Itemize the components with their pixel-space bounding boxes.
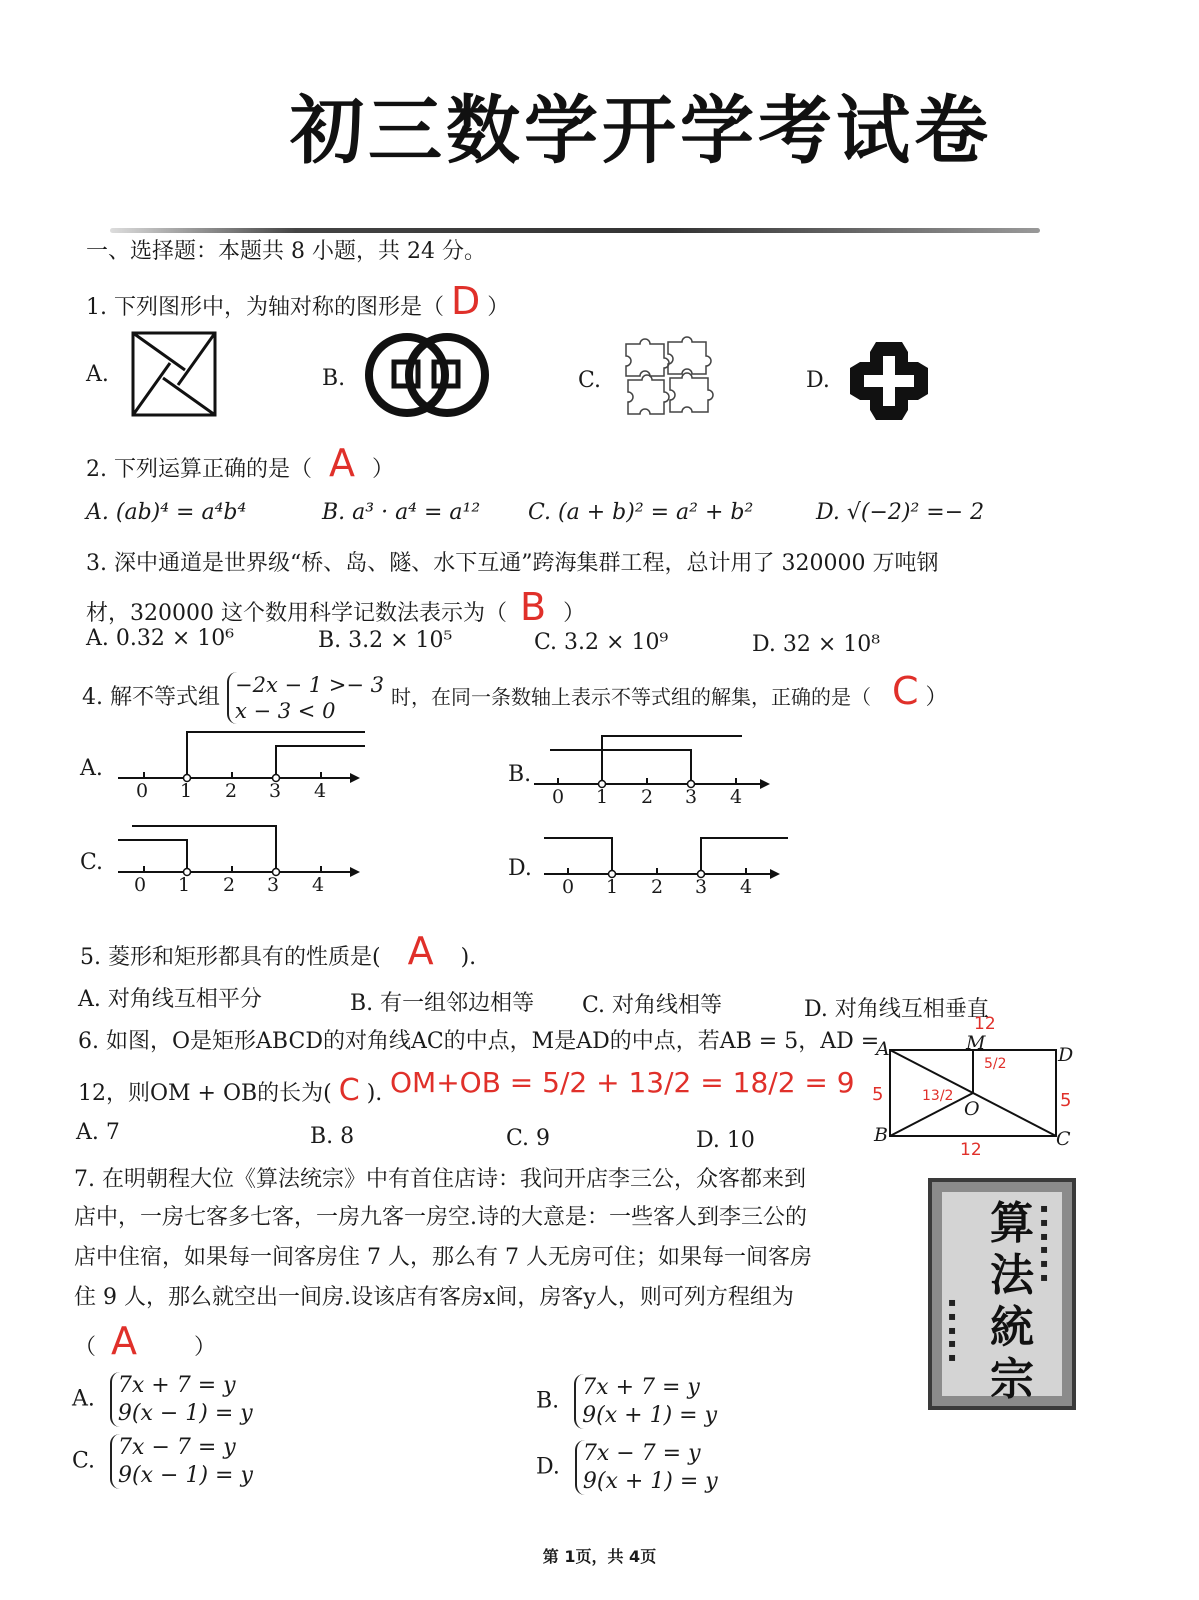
q2-option-c: C. (a + b)² = a² + b² (528, 500, 754, 525)
annotation-12-top: 12 (974, 1014, 996, 1034)
tick-label: 2 (641, 786, 654, 808)
q2-option-d: D. √(−2)² =− 2 (816, 500, 985, 525)
question-6-line-1: 6. 如图，O是矩形ABCD的对角线AC的中点，M是AD的中点，若AB = 5，AD = (78, 1029, 880, 1054)
book-cover-title: 算法統宗 (990, 1198, 1034, 1405)
vertex-a-label: A (876, 1038, 890, 1060)
title-rule (110, 228, 1040, 233)
question-7-paren-close: ） (194, 1335, 217, 1360)
q5-option-b: B. 有一组邻边相等 (350, 991, 535, 1016)
equation: 7x + 7 = y (582, 1375, 700, 1400)
annotation-5-left: 5 (872, 1084, 884, 1105)
q4-label-c: C. (80, 850, 104, 875)
number-line-b (530, 730, 780, 810)
q7-option-c-system (110, 1434, 253, 1489)
tick-label: 2 (225, 780, 238, 802)
vertex-c-label: C (1056, 1128, 1071, 1150)
q5-option-c: C. 对角线相等 (582, 993, 723, 1018)
q5-option-d: D. 对角线互相垂直 (804, 997, 989, 1022)
tick-label: 0 (134, 874, 147, 896)
tick-label: 0 (552, 786, 565, 808)
question-4-stem-end: ） (925, 685, 948, 710)
q7-option-b-system (574, 1374, 717, 1429)
q3-option-a: A. 0.32 × 10⁶ (86, 626, 235, 651)
puzzle-pieces-figure (620, 336, 714, 420)
q7-option-a-system (110, 1372, 253, 1427)
question-3 (86, 584, 585, 632)
q2-option-a: A. (ab)⁴ = a⁴b⁴ (86, 500, 247, 525)
q4-label-a: A. (80, 756, 103, 781)
q7-option-a-label: A. (72, 1386, 95, 1412)
question-1 (86, 278, 509, 326)
q3-option-c: C. 3.2 × 10⁹ (534, 630, 669, 655)
question-3-answer: B (519, 585, 547, 629)
q7-option-b (536, 1374, 717, 1429)
tick-label: 4 (314, 780, 327, 802)
number-line-d (540, 826, 790, 906)
tick-label: 1 (606, 876, 619, 898)
question-6-handwritten-work: OM+OB = 5/2 + 13/2 = 18/2 = 9 (390, 1066, 855, 1099)
tick-label: 0 (562, 876, 575, 898)
question-5 (80, 928, 476, 976)
q6-option-d: D. 10 (696, 1128, 755, 1153)
question-2 (86, 440, 394, 488)
book-cover-image (928, 1178, 1076, 1410)
book-cover-side-text: ▪ ▪ ▪ ▪ ▪ (948, 1295, 957, 1365)
question-4 (82, 668, 948, 724)
tick-label: 2 (651, 876, 664, 898)
q4-label-d: D. (508, 856, 532, 881)
question-7-line-1: 7. 在明朝程大位《算法统宗》中有首住店诗：我问开店李三公，众客都来到 (74, 1167, 806, 1192)
question-7-answer: A (111, 1319, 138, 1363)
question-7-line-4: 住 9 人，那么就空出一间房.设该店有客房x间，房客y人，则可列方程组为 (74, 1285, 794, 1310)
q2-option-b: B. a³ · a⁴ = a¹² (322, 500, 481, 525)
q7-option-d-label: D. (536, 1454, 560, 1480)
question-6-stem: 12，则OM + OB的长为( (78, 1081, 332, 1106)
tick-label: 4 (312, 874, 325, 896)
page-footer: 第 1页，共 4页 (542, 1547, 657, 1566)
section-heading: 一、选择题：本题共 8 小题，共 24 分。 (86, 239, 486, 264)
equation: 9(x + 1) = y (582, 1468, 718, 1494)
cross-emblem-figure (846, 338, 932, 424)
q6-option-c: C. 9 (506, 1126, 551, 1151)
book-cover-side-text: ▪ ▪ ▪ ▪ ▪ ▪ (1040, 1201, 1049, 1284)
q3-option-d: D. 32 × 10⁸ (752, 632, 881, 657)
question-4-answer: C (892, 669, 919, 713)
q7-option-d-system (575, 1440, 718, 1495)
equation: 9(x − 1) = y (118, 1462, 253, 1488)
q4-label-b: B. (508, 762, 532, 787)
question-6-stem-end: ). (366, 1081, 383, 1106)
annotation-12-bottom: 12 (960, 1140, 982, 1160)
coin-rings-figure (362, 330, 492, 420)
question-4-inequality-1: −2x − 1 >− 3 (234, 672, 384, 697)
question-5-stem-end: ). (460, 945, 477, 970)
question-5-answer: A (407, 929, 434, 973)
tick-label: 4 (740, 876, 753, 898)
question-1-stem-end: ） (487, 295, 510, 320)
question-6-answer: C (338, 1073, 360, 1108)
tick-label: 1 (178, 874, 191, 896)
q1-label-d: D. (806, 368, 830, 393)
question-3-stem-end: ） (563, 601, 586, 626)
question-5-stem: 5. 菱形和矩形都具有的性质是( (80, 945, 381, 970)
tick-label: 0 (136, 780, 149, 802)
q1-label-b: B. (322, 366, 346, 391)
tick-label: 1 (180, 780, 193, 802)
question-4-stem: 4. 解不等式组 (82, 685, 220, 710)
tick-label: 4 (730, 786, 743, 808)
vertex-b-label: B (874, 1124, 888, 1146)
equation: 7x − 7 = y (582, 1441, 701, 1466)
question-2-stem: 2. 下列运算正确的是（ (86, 457, 312, 482)
question-3-line-1: 3. 深中通道是世界级“桥、岛、隧、水下互通”跨海集群工程，总计用了 320000 万吨钢 (86, 551, 939, 576)
page-title: 初三数学开学考试卷 (290, 88, 992, 174)
number-line-a (110, 726, 370, 806)
midpoint-m-label: M (966, 1032, 986, 1054)
equation: 7x − 7 = y (118, 1435, 236, 1460)
tick-label: 3 (695, 876, 708, 898)
question-4-inequality-2: x − 3 < 0 (234, 699, 336, 723)
q7-option-a (72, 1372, 253, 1427)
question-4-stem-2: 时，在同一条数轴上表示不等式组的解集，正确的是（ (391, 685, 871, 709)
tick-label: 1 (596, 786, 609, 808)
equation: 9(x + 1) = y (582, 1402, 718, 1428)
question-3-stem: 材，320000 这个数用科学记数法表示为（ (86, 601, 507, 626)
q6-option-b: B. 8 (310, 1124, 355, 1149)
question-2-stem-end: ） (371, 457, 394, 482)
q1-label-c: C. (578, 368, 602, 393)
q7-option-c-label: C. (72, 1448, 96, 1474)
q7-option-b-label: B. (536, 1388, 560, 1414)
pinwheel-square-figure (130, 330, 218, 418)
center-o-label: O (964, 1098, 980, 1120)
question-6 (78, 1072, 382, 1110)
tick-label: 3 (685, 786, 698, 808)
vertex-d-label: D (1058, 1044, 1074, 1066)
question-4-system (227, 672, 384, 725)
q6-option-a: A. 7 (76, 1120, 120, 1145)
equation: 9(x − 1) = y (117, 1400, 253, 1426)
annotation-5-right: 5 (1060, 1090, 1072, 1111)
q1-label-a: A. (86, 362, 109, 387)
question-1-stem: 1. 下列图形中，为轴对称的图形是（ (86, 295, 444, 320)
tick-label: 3 (269, 780, 282, 802)
question-7-line-2: 店中，一房七客多七客，一房九客一房空.诗的大意是：一些客人到李三公的 (74, 1205, 807, 1230)
tick-label: 3 (267, 874, 280, 896)
book-cover-paper (942, 1192, 1062, 1405)
question-7-line-3: 店中住宿，如果每一间客房住 7 人，那么有 7 人无房可住；如果每一间客房 (74, 1245, 812, 1270)
q3-option-b: B. 3.2 × 10⁵ (318, 628, 453, 653)
question-7-paren-open: （ (74, 1335, 97, 1360)
annotation-5-over-2: 5/2 (984, 1056, 1007, 1072)
q5-option-a: A. 对角线互相平分 (78, 987, 262, 1012)
question-2-answer: A (328, 441, 355, 485)
annotation-13-over-2: 13/2 (922, 1088, 954, 1104)
tick-label: 2 (223, 874, 236, 896)
q7-option-c (72, 1434, 253, 1489)
number-line-c (110, 820, 370, 900)
equation: 7x + 7 = y (117, 1373, 236, 1398)
question-1-answer: D (451, 279, 481, 323)
question-7-answer-line (74, 1318, 216, 1366)
q7-option-d (536, 1440, 718, 1495)
